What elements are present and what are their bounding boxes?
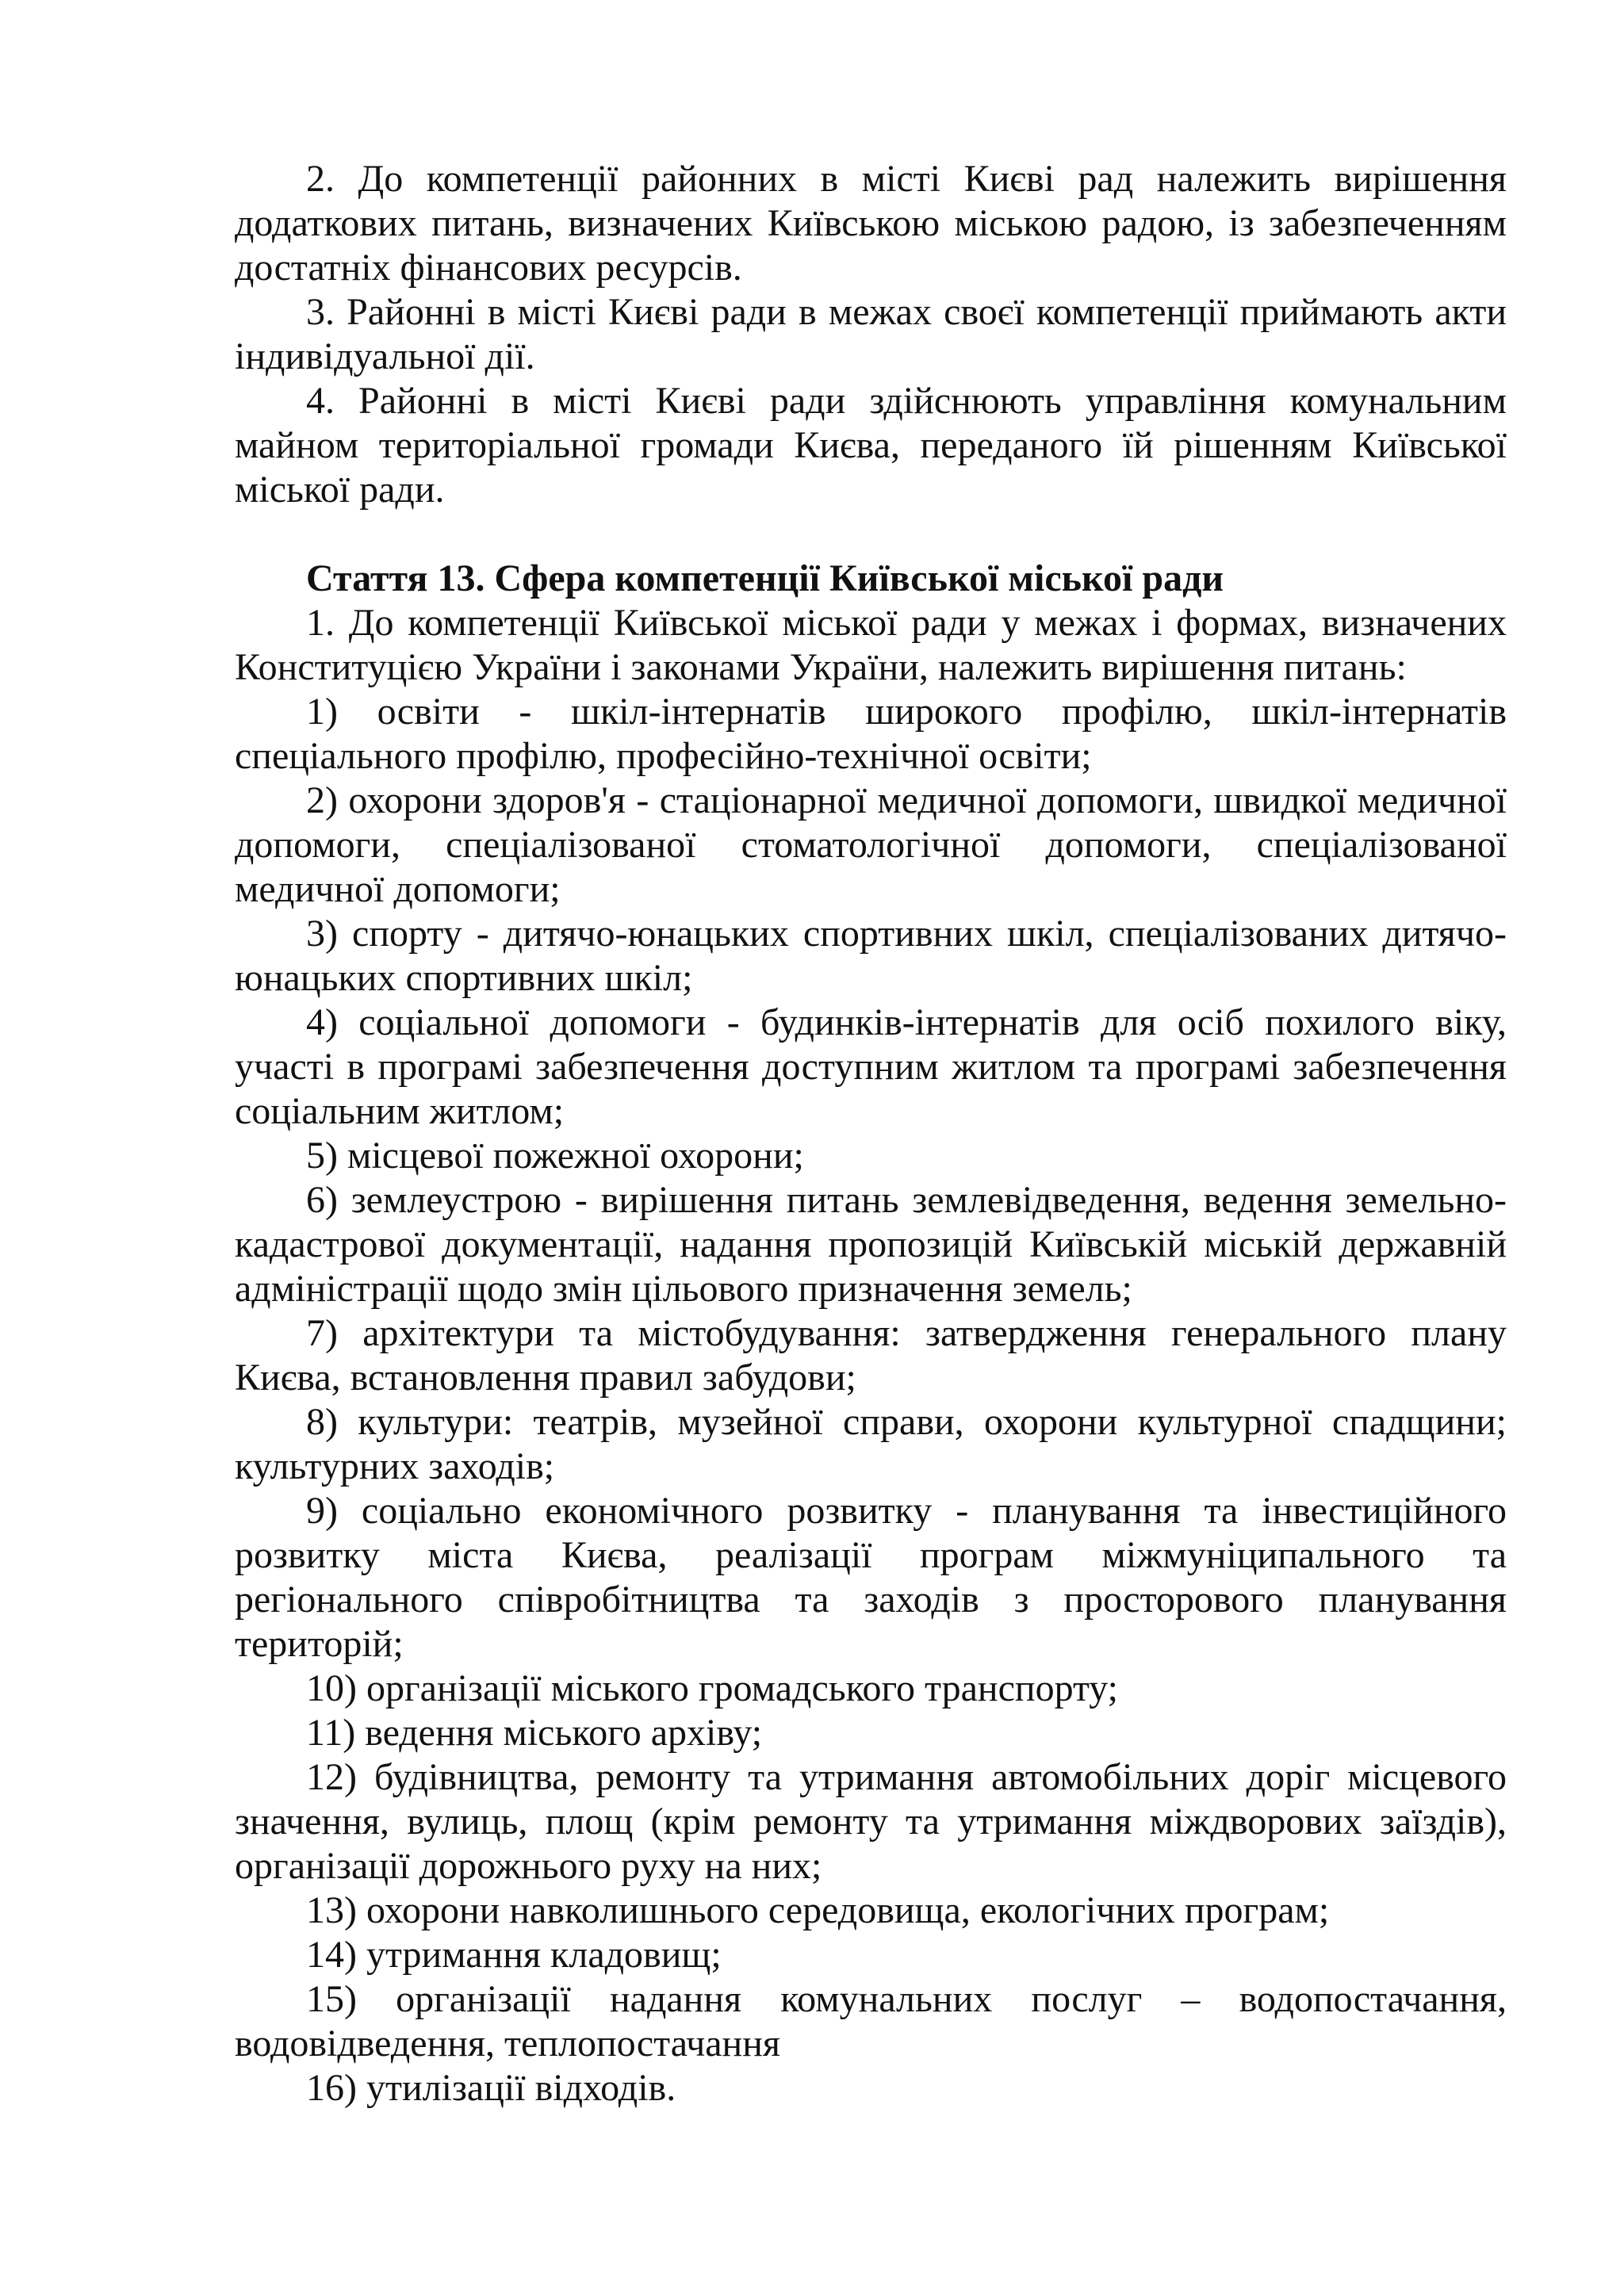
list-item: 14) утримання кладовищ; [306,1934,722,1976]
list-item: 7) архітектури та містобудування: затвердження генерального плану Києва, встановлення правил забудови; [235,1312,1507,1399]
paragraph-2: 2. До компетенції районних в місті Києві рад належить вирішення додаткових питань, визначених Київською міською радою, із забезпеченням достатніх фінансових ресурсів. [235,158,1507,289]
list-item: 9) соціально економічного розвитку - планування та інвестиційного розвитку міста Києва, реалізації програм міжмуніципального та регіонального співробітництва та заходів з просторового планування територій; [235,1490,1507,1665]
list-item: 16) утилізації відходів. [306,2067,676,2109]
list-item: 15) організації надання комунальних послуг – водопостачання, водовідведення, теплопостачання [235,1978,1507,2064]
list-item: 11) ведення міського архіву; [306,1712,763,1754]
paragraph-3: 3. Районні в місті Києві ради в межах своєї компетенції приймають акти індивідуальної дії. [235,291,1507,377]
list-item: 4) соціальної допомоги - будинків-інтернатів для осіб похилого віку, участі в програмі забезпечення доступним житлом та програмі забезпечення соціальним житлом; [235,1001,1507,1132]
list-item: 1) освіти - шкіл-інтернатів широкого профілю, шкіл-інтернатів спеціального профілю, професійно-технічної освіти; [235,691,1507,777]
article-13-lead: 1. До компетенції Київської міської ради у межах і формах, визначених Конституцією України і законами України, належить вирішення питань: [235,602,1507,688]
list-item: 10) організації міського громадського транспорту; [306,1667,1118,1709]
list-item: 2) охорони здоров'я - стаціонарної медичної допомоги, швидкої медичної допомоги, спеціалізованої стоматологічної допомоги, спеціалізованої медичної допомоги; [235,779,1507,910]
list-item: 8) культури: театрів, музейної справи, охорони культурної спадщини; культурних заходів; [235,1401,1507,1487]
article-13-heading: Стаття 13. Сфера компетенції Київської міської ради [306,557,1224,599]
list-item: 6) землеустрою - вирішення питань землевідведення, ведення земельно-кадастрової документації, надання пропозицій Київській міській державній адміністрації щодо змін цільового призначення земель; [235,1179,1507,1310]
document-page [235,157,1507,2110]
list-item: 12) будівництва, ремонту та утримання автомобільних доріг місцевого значення, вулиць, площ (крім ремонту та утримання міждворових заїздів), організації дорожнього руху на них; [235,1756,1507,1887]
paragraph-4: 4. Районні в місті Києві ради здійснюють управління комунальним майном територіальної громади Києва, переданого їй рішенням Київської міської ради. [235,380,1507,511]
list-item: 5) місцевої пожежної охорони; [306,1135,804,1177]
list-item: 3) спорту - дитячо-юнацьких спортивних шкіл, спеціалізованих дитячо-юнацьких спортивних шкіл; [235,913,1507,999]
list-item: 13) охорони навколишнього середовища, екологічних програм; [306,1889,1330,1931]
